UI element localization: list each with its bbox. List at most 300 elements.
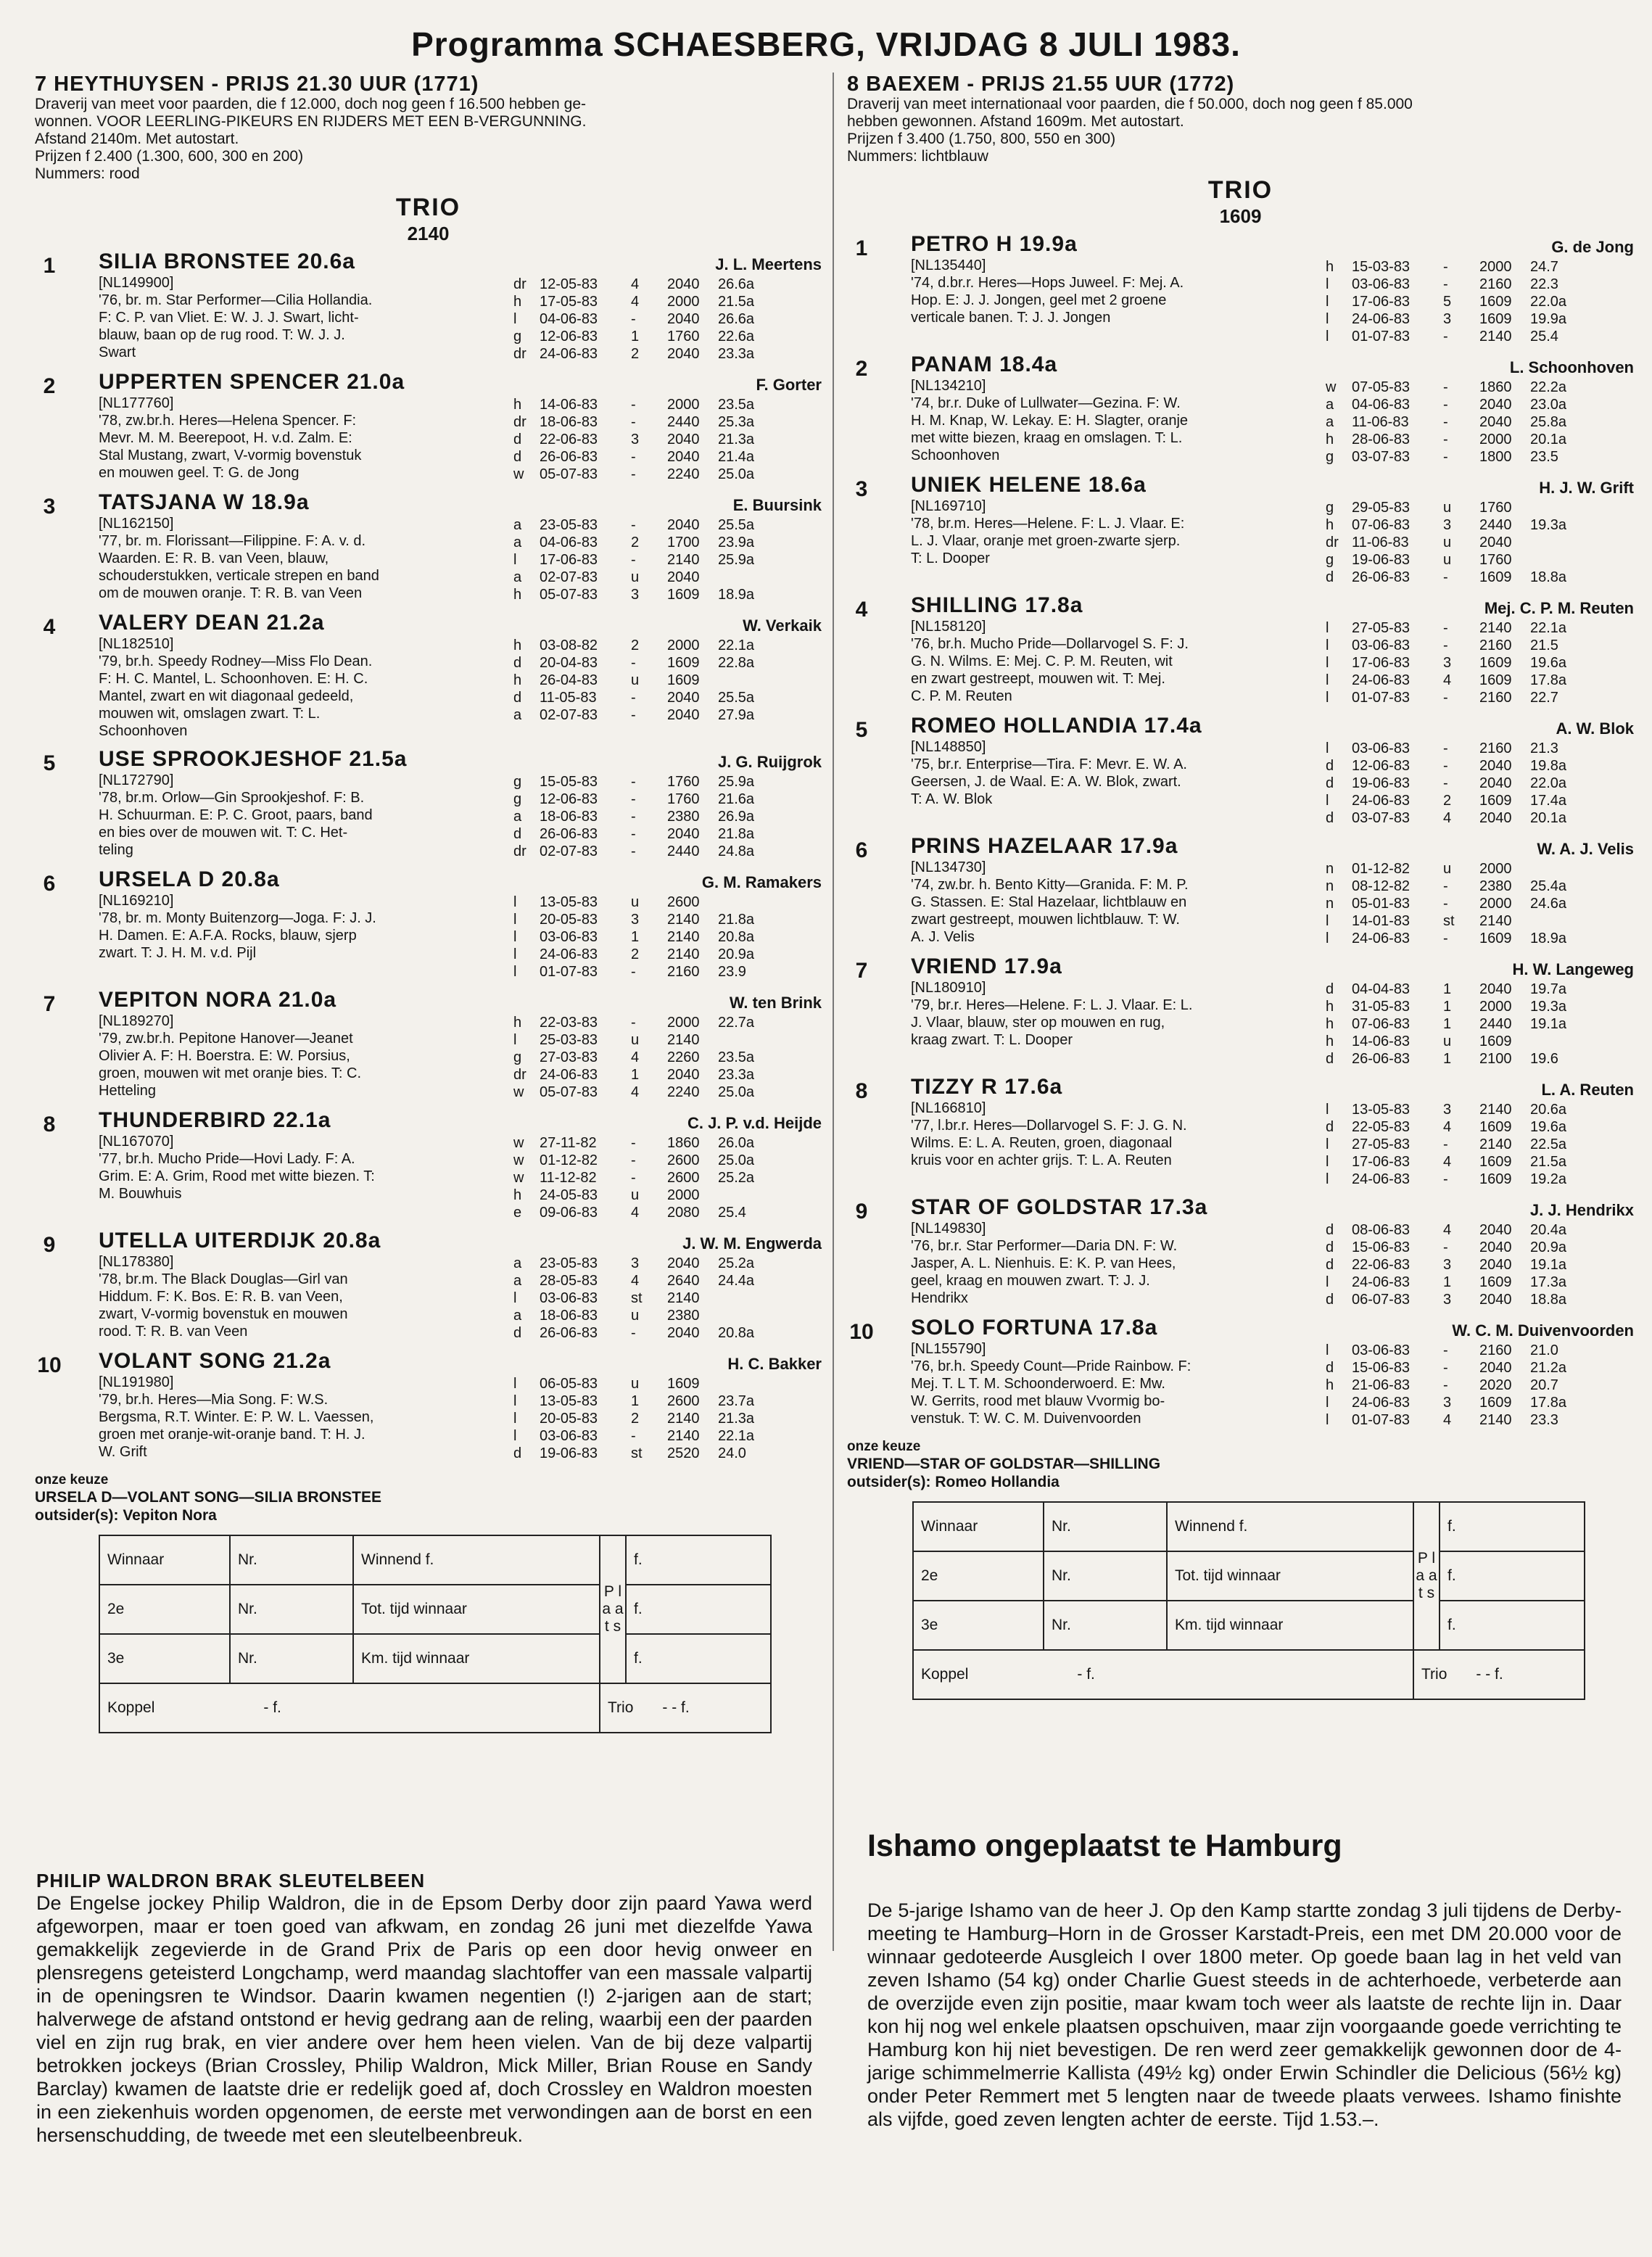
track-code: l (1326, 1412, 1329, 1428)
track-code: dr (513, 843, 526, 859)
choice-horses: URSELA D—VOLANT SONG—SILIA BRONSTEE (35, 1489, 381, 1506)
bet-form-table (912, 1501, 1585, 1700)
horse-name: PETRO H 19.9a (911, 232, 1078, 256)
distance: 2140 (1479, 913, 1512, 929)
horse-info-line: T: A. W. Blok (911, 791, 993, 807)
horse-entry (35, 1229, 822, 1346)
horse-details (911, 954, 1317, 1049)
race-date: 27-11-82 (540, 1135, 597, 1151)
performance-row (513, 654, 818, 672)
race-time (1530, 534, 1595, 551)
race-time: 22.7a (718, 1015, 755, 1031)
placing: - (631, 552, 636, 568)
placing: - (1443, 1136, 1448, 1152)
distance: 2140 (667, 1411, 700, 1427)
horse-info-line: en zwart gestreept, mouwen wit. T: Mej. (911, 671, 1165, 687)
performance-row (513, 276, 818, 293)
placing: - (1443, 276, 1448, 292)
trio-distance: 1609 (1219, 205, 1262, 227)
horse-details (99, 490, 505, 602)
race-time: 26.0a (718, 1135, 755, 1151)
performance-row (513, 1031, 818, 1049)
race-date: 14-01-83 (1352, 913, 1411, 929)
placing: 3 (1443, 1102, 1452, 1118)
placing: - (631, 1135, 636, 1151)
trainer-name: H. C. Bakker (727, 1355, 822, 1373)
track-code: l (1326, 1274, 1329, 1290)
horse-details (99, 988, 505, 1099)
performance-row (1326, 672, 1630, 689)
performance-list (1326, 379, 1630, 466)
race-time: 20.9a (1530, 1239, 1567, 1255)
distance: 2140 (667, 912, 700, 928)
track-code: g (1326, 449, 1334, 465)
horse-details (99, 867, 505, 962)
bet-nr-label: Nr. (1044, 1551, 1167, 1601)
performance-row (1326, 740, 1630, 757)
track-code: l (513, 1411, 517, 1427)
horse-details (99, 1229, 505, 1340)
performance-row (513, 1084, 818, 1101)
performance-row (1326, 1015, 1630, 1033)
race-date: 02-07-83 (540, 569, 598, 585)
trainer-name: J. G. Ruijgrok (717, 753, 822, 771)
placing: u (631, 672, 640, 688)
race-time: 23.7a (718, 1393, 755, 1409)
track-code: a (1326, 397, 1334, 413)
bet-amount-field[interactable]: f. (626, 1634, 771, 1683)
placing: 2 (631, 535, 640, 550)
performance-row (1326, 792, 1630, 809)
bet-nr-label: Nr. (230, 1634, 353, 1683)
race-time: 19.8a (1530, 758, 1567, 774)
horse-info-line: [NL166810] (911, 1100, 986, 1116)
placing: - (631, 964, 636, 980)
bet-amount-field[interactable]: f. (1440, 1551, 1585, 1601)
performance-row (1326, 1221, 1630, 1239)
koppel-amount: - f. (263, 1699, 281, 1716)
performance-list (513, 396, 818, 483)
performance-list (513, 1375, 818, 1462)
distance: 2600 (667, 1170, 700, 1186)
placing: 2 (1443, 793, 1452, 809)
horse-entry (847, 714, 1634, 831)
distance: 2040 (667, 432, 700, 447)
track-code: h (513, 638, 522, 653)
performance-row (1326, 258, 1630, 276)
placing: - (1443, 1377, 1448, 1393)
outsider-line: outsider(s): Vepiton Nora (35, 1507, 217, 1524)
race-time: 26.6a (718, 276, 755, 292)
horse-entry (35, 611, 822, 744)
horse-number: 9 (855, 1200, 868, 1224)
koppel-field[interactable] (99, 1683, 600, 1733)
race-date: 14-06-83 (540, 397, 598, 413)
distance: 1760 (1479, 500, 1512, 516)
race-date: 26-06-83 (540, 449, 598, 465)
horse-info-line: '79, br.h. Speedy Rodney—Miss Flo Dean. (99, 653, 373, 669)
race-date: 06-05-83 (540, 1376, 598, 1392)
placing: u (631, 1376, 640, 1392)
bet-amount-field[interactable]: f. (1440, 1601, 1585, 1650)
track-code: a (513, 569, 522, 585)
trio-label: TRIO (395, 194, 461, 221)
placing: 2 (631, 1411, 640, 1427)
track-code: a (1326, 414, 1334, 430)
distance: 2020 (1479, 1377, 1512, 1393)
race-time (718, 1187, 783, 1204)
horse-info-line: Mevr. M. M. Beerepoot, H. v.d. Zalm. E: (99, 430, 352, 446)
performance-row (513, 396, 818, 413)
performance-row (1326, 1291, 1630, 1308)
distance: 1760 (667, 774, 700, 790)
horse-name: ROMEO HOLLANDIA 17.4a (911, 714, 1202, 738)
race-time: 17.3a (1530, 1274, 1567, 1290)
trio-field[interactable] (600, 1683, 771, 1733)
placing: 1 (631, 1393, 640, 1409)
trio-header (35, 194, 822, 247)
horse-info-line: [NL191980] (99, 1374, 174, 1390)
bet-amount-field[interactable]: f. (626, 1535, 771, 1585)
distance: 1760 (1479, 552, 1512, 568)
trio-amount: - - f. (662, 1699, 690, 1716)
bet-nr-label: Nr. (230, 1585, 353, 1634)
race-date: 03-06-83 (1352, 638, 1411, 653)
horse-entry (35, 1108, 822, 1226)
race-date: 03-06-83 (1352, 1342, 1411, 1358)
horse-details (99, 249, 505, 361)
track-code: dr (513, 414, 526, 430)
track-code: h (513, 672, 522, 688)
race-time (718, 672, 783, 689)
track-code: l (513, 311, 517, 327)
performance-row (1326, 431, 1630, 448)
track-code: l (513, 894, 517, 910)
horse-info-line: H. Damen. E: A.F.A. Rocks, blauw, sjerp (99, 928, 357, 944)
performance-row (513, 843, 818, 860)
race-date: 27-05-83 (1352, 620, 1411, 636)
track-code: h (1326, 999, 1334, 1015)
placing: 4 (1443, 1222, 1452, 1238)
horse-details (911, 1195, 1317, 1307)
placing: - (631, 774, 636, 790)
bet-form-row (99, 1683, 771, 1733)
horse-info-line: C. P. M. Reuten (911, 688, 1012, 704)
performance-list (513, 1255, 818, 1342)
race-time: 20.9a (718, 946, 755, 962)
track-code: dr (513, 276, 526, 292)
race-time: 23.3a (718, 346, 755, 362)
race-date: 31-05-83 (1352, 999, 1411, 1015)
horse-name: UPPERTEN SPENCER 21.0a (99, 370, 405, 394)
choice-horses: VRIEND—STAR OF GOLDSTAR—SHILLING (847, 1456, 1161, 1472)
placing: - (631, 397, 636, 413)
horse-number: 3 (855, 477, 868, 501)
trio-distance: 2140 (407, 223, 450, 244)
track-code: d (1326, 1051, 1334, 1067)
horse-name: SILIA BRONSTEE 20.6a (99, 249, 355, 273)
placing: - (1443, 931, 1448, 946)
track-code: l (513, 1393, 517, 1409)
performance-list (513, 1134, 818, 1221)
performance-row (1326, 499, 1630, 516)
track-code: d (513, 449, 522, 465)
placing: - (631, 690, 636, 706)
horse-name: UTELLA UITERDIJK 20.8a (99, 1229, 381, 1253)
horse-info-line: Hop. E: J. J. Jongen, geel met 2 groene (911, 292, 1167, 308)
horse-info-line: [NL162150] (99, 516, 174, 532)
track-code: l (513, 964, 517, 980)
news-headline: PHILIP WALDRON BRAK SLEUTELBEEN (36, 1870, 426, 1891)
race-date: 15-06-83 (1352, 1360, 1411, 1376)
trainer-name: A. W. Blok (1556, 719, 1634, 738)
race-time: 23.3a (718, 1067, 755, 1083)
track-code: d (1326, 1222, 1334, 1238)
placing: 4 (1443, 672, 1452, 688)
horse-info-line: [NL148850] (911, 739, 986, 755)
performance-row (513, 911, 818, 928)
horse-number: 5 (855, 718, 868, 742)
race-time (718, 894, 783, 911)
race-time: 25.4 (718, 1205, 746, 1221)
placing: - (631, 809, 636, 825)
race-date: 22-03-83 (540, 1015, 598, 1031)
placing: 3 (1443, 1257, 1452, 1273)
placing: - (631, 655, 636, 671)
horse-entry (847, 352, 1634, 470)
placing: - (1443, 329, 1448, 344)
race-date: 19-06-83 (540, 1445, 598, 1461)
trainer-name: E. Buursink (732, 496, 822, 514)
race-date: 05-07-83 (540, 1084, 598, 1100)
horse-info-line: M. Bouwhuis (99, 1186, 182, 1202)
bet-nr-label: Nr. (1044, 1601, 1167, 1650)
trio-field[interactable] (1413, 1650, 1585, 1699)
distance: 2040 (667, 1255, 700, 1271)
race-date: 24-06-83 (1352, 311, 1411, 327)
race-time: 21.8a (718, 912, 755, 928)
race-time: 25.0a (718, 1152, 755, 1168)
performance-row (513, 1134, 818, 1152)
distance: 2240 (667, 1084, 700, 1100)
horse-info-line: met witte biezen, kraag en omslagen. T: L. (911, 430, 1183, 446)
track-code: d (1326, 775, 1334, 791)
bet-amount-field[interactable]: f. (1440, 1502, 1585, 1551)
performance-row (513, 825, 818, 843)
track-code: w (513, 1152, 524, 1168)
bet-place-label: 3e (99, 1634, 230, 1683)
performance-row (1326, 1274, 1630, 1291)
track-code: g (1326, 552, 1334, 568)
race-time: 17.8a (1530, 672, 1567, 688)
horse-info-line: '74, zw.br. h. Bento Kitty—Granida. F: M. P. (911, 877, 1189, 893)
horse-details (99, 370, 505, 482)
horse-info-line: [NL169210] (99, 893, 174, 909)
distance: 2040 (667, 1067, 700, 1083)
distance: 1760 (667, 329, 700, 344)
race-date: 15-03-83 (1352, 259, 1411, 275)
race-time (1530, 551, 1595, 569)
track-code: d (513, 690, 522, 706)
race-date: 19-06-83 (1352, 775, 1411, 791)
performance-row (513, 1307, 818, 1324)
race-date: 20-05-83 (540, 912, 598, 928)
placing: - (1443, 1239, 1448, 1255)
race-date: 17-06-83 (540, 552, 598, 568)
track-code: w (1326, 379, 1337, 395)
horse-info-line: teling (99, 842, 133, 858)
bet-form-row (913, 1551, 1585, 1601)
track-code: d (513, 1445, 522, 1461)
race-date: 23-05-83 (540, 517, 598, 533)
horse-info-line: en mouwen geel. T: G. de Jong (99, 465, 300, 481)
horse-number: 7 (855, 959, 868, 983)
placing: st (1443, 913, 1455, 929)
bet-amount-field[interactable]: f. (626, 1585, 771, 1634)
trainer-name: F. Gorter (756, 376, 822, 394)
performance-row (1326, 448, 1630, 466)
horse-entry (35, 249, 822, 367)
placing: - (631, 1325, 636, 1341)
performance-row (1326, 1171, 1630, 1188)
koppel-field[interactable] (913, 1650, 1413, 1699)
horse-info-line: '74, br.r. Duke of Lullwater—Gezina. F: W. (911, 395, 1181, 411)
horse-info-line: Swart (99, 344, 136, 360)
race-date: 29-05-83 (1352, 500, 1411, 516)
track-code: l (1326, 1342, 1329, 1358)
performance-row (1326, 998, 1630, 1015)
race-time: 25.0a (718, 1084, 755, 1100)
distance: 2040 (1479, 775, 1512, 791)
performance-row (513, 328, 818, 345)
track-code: a (513, 809, 522, 825)
performance-row (1326, 930, 1630, 947)
distance: 1860 (1479, 379, 1512, 395)
race-date: 24-06-83 (1352, 931, 1411, 946)
placing: - (1443, 896, 1448, 912)
performance-row (1326, 534, 1630, 551)
race-description-line: Nummers: lichtblauw (847, 148, 988, 165)
horse-info-line: F: C. P. van Vliet. E: W. J. J. Swart, licht- (99, 310, 359, 326)
placing: 4 (1443, 810, 1452, 826)
horse-number: 10 (849, 1320, 874, 1344)
bet-form-table (99, 1535, 772, 1733)
horse-number: 1 (855, 236, 868, 260)
track-code: l (513, 1376, 517, 1392)
race-date: 24-06-83 (540, 346, 598, 362)
placing: - (631, 1428, 636, 1444)
horse-info-line: rood. T: R. B. van Veen (99, 1324, 248, 1340)
distance: 2040 (1479, 981, 1512, 997)
race-date: 04-04-83 (1352, 981, 1411, 997)
placing: - (631, 843, 636, 859)
trainer-name: G. de Jong (1551, 238, 1634, 256)
bet-field-label: Tot. tijd winnaar (353, 1585, 600, 1634)
track-code: w (513, 1084, 524, 1100)
track-code: h (1326, 1377, 1334, 1393)
distance: 2440 (667, 843, 700, 859)
race-time (718, 1031, 783, 1049)
distance: 2000 (667, 1187, 700, 1203)
placing: - (631, 1170, 636, 1186)
performance-row (513, 963, 818, 981)
horse-info-line: L. J. Vlaar, oranje met groen-zwarte sjerp. (911, 533, 1181, 549)
performance-row (1326, 569, 1630, 586)
performance-list (1326, 619, 1630, 706)
performance-row (1326, 1050, 1630, 1068)
race-time: 19.6a (1530, 1119, 1567, 1135)
performance-row (1326, 654, 1630, 672)
horse-name: PANAM 18.4a (911, 352, 1058, 376)
horse-number: 9 (43, 1233, 56, 1257)
placing: u (1443, 1033, 1452, 1049)
horse-info-line: Stal Mustang, zwart, V-vormig bovenstuk (99, 447, 362, 463)
distance: 2040 (667, 346, 700, 362)
horse-number: 7 (43, 992, 56, 1016)
horse-info-line: G. Stassen. E: Stal Hazelaar, lichtblauw en (911, 894, 1187, 910)
performance-row (1326, 413, 1630, 431)
distance: 2440 (1479, 517, 1512, 533)
horse-entry (35, 1349, 822, 1466)
horse-number: 2 (855, 357, 868, 381)
performance-row (513, 534, 818, 551)
distance: 2140 (1479, 1136, 1512, 1152)
placing: 3 (1443, 311, 1452, 327)
horse-details (99, 747, 505, 859)
horse-name: VALERY DEAN 21.2a (99, 611, 325, 635)
placing: 4 (1443, 1154, 1452, 1170)
horse-info-line: Geersen, J. de Waal. E: A. W. Blok, zwart. (911, 774, 1181, 790)
track-code: d (1326, 981, 1334, 997)
horse-info-line: Mej. T. L T. M. Schoonderwoerd. E: Mw. (911, 1376, 1165, 1392)
race-date: 04-06-83 (540, 311, 598, 327)
horse-info-line: [NL155790] (911, 1341, 986, 1357)
race-time: 21.2a (1530, 1360, 1567, 1376)
race-description-line: Nummers: rood (35, 165, 140, 182)
horse-entry (847, 834, 1634, 952)
race-time: 21.5a (1530, 1154, 1567, 1170)
placing: 4 (1443, 1119, 1452, 1135)
placing: 4 (631, 1049, 640, 1065)
race-date: 26-04-83 (540, 672, 598, 688)
placing: - (631, 707, 636, 723)
performance-row (513, 1204, 818, 1221)
horse-details (99, 1349, 505, 1461)
horse-number: 6 (855, 838, 868, 862)
horse-info-line: groen, mouwen wit met oranje bies. T: C. (99, 1065, 362, 1081)
race-date: 03-06-83 (540, 929, 598, 945)
race-date: 24-06-83 (1352, 1171, 1411, 1187)
performance-list (1326, 860, 1630, 947)
performance-row (1326, 1377, 1630, 1394)
horse-info-line: Olivier A. F: H. Boerstra. E: W. Porsius, (99, 1048, 350, 1064)
horse-info-line: J. Vlaar, blauw, ster op mouwen en rug, (911, 1015, 1165, 1031)
placing: 3 (631, 912, 640, 928)
horse-entry (35, 988, 822, 1105)
performance-row (1326, 757, 1630, 775)
bet-form-row (99, 1585, 771, 1634)
bet-form-row (99, 1535, 771, 1585)
distance: 2040 (1479, 414, 1512, 430)
horse-info-line: H. M. Knap, W. Lekay. E: H. Slagter, oranje (911, 413, 1189, 429)
race-date: 03-08-82 (540, 638, 598, 653)
placing: 2 (631, 638, 640, 653)
trainer-name: H. W. Langeweg (1512, 960, 1634, 978)
race-date: 17-06-83 (1352, 655, 1411, 671)
horse-info-line: kraag zwart. T: L. Dooper (911, 1032, 1073, 1048)
placing: 2 (631, 946, 640, 962)
track-code: l (1326, 740, 1329, 756)
